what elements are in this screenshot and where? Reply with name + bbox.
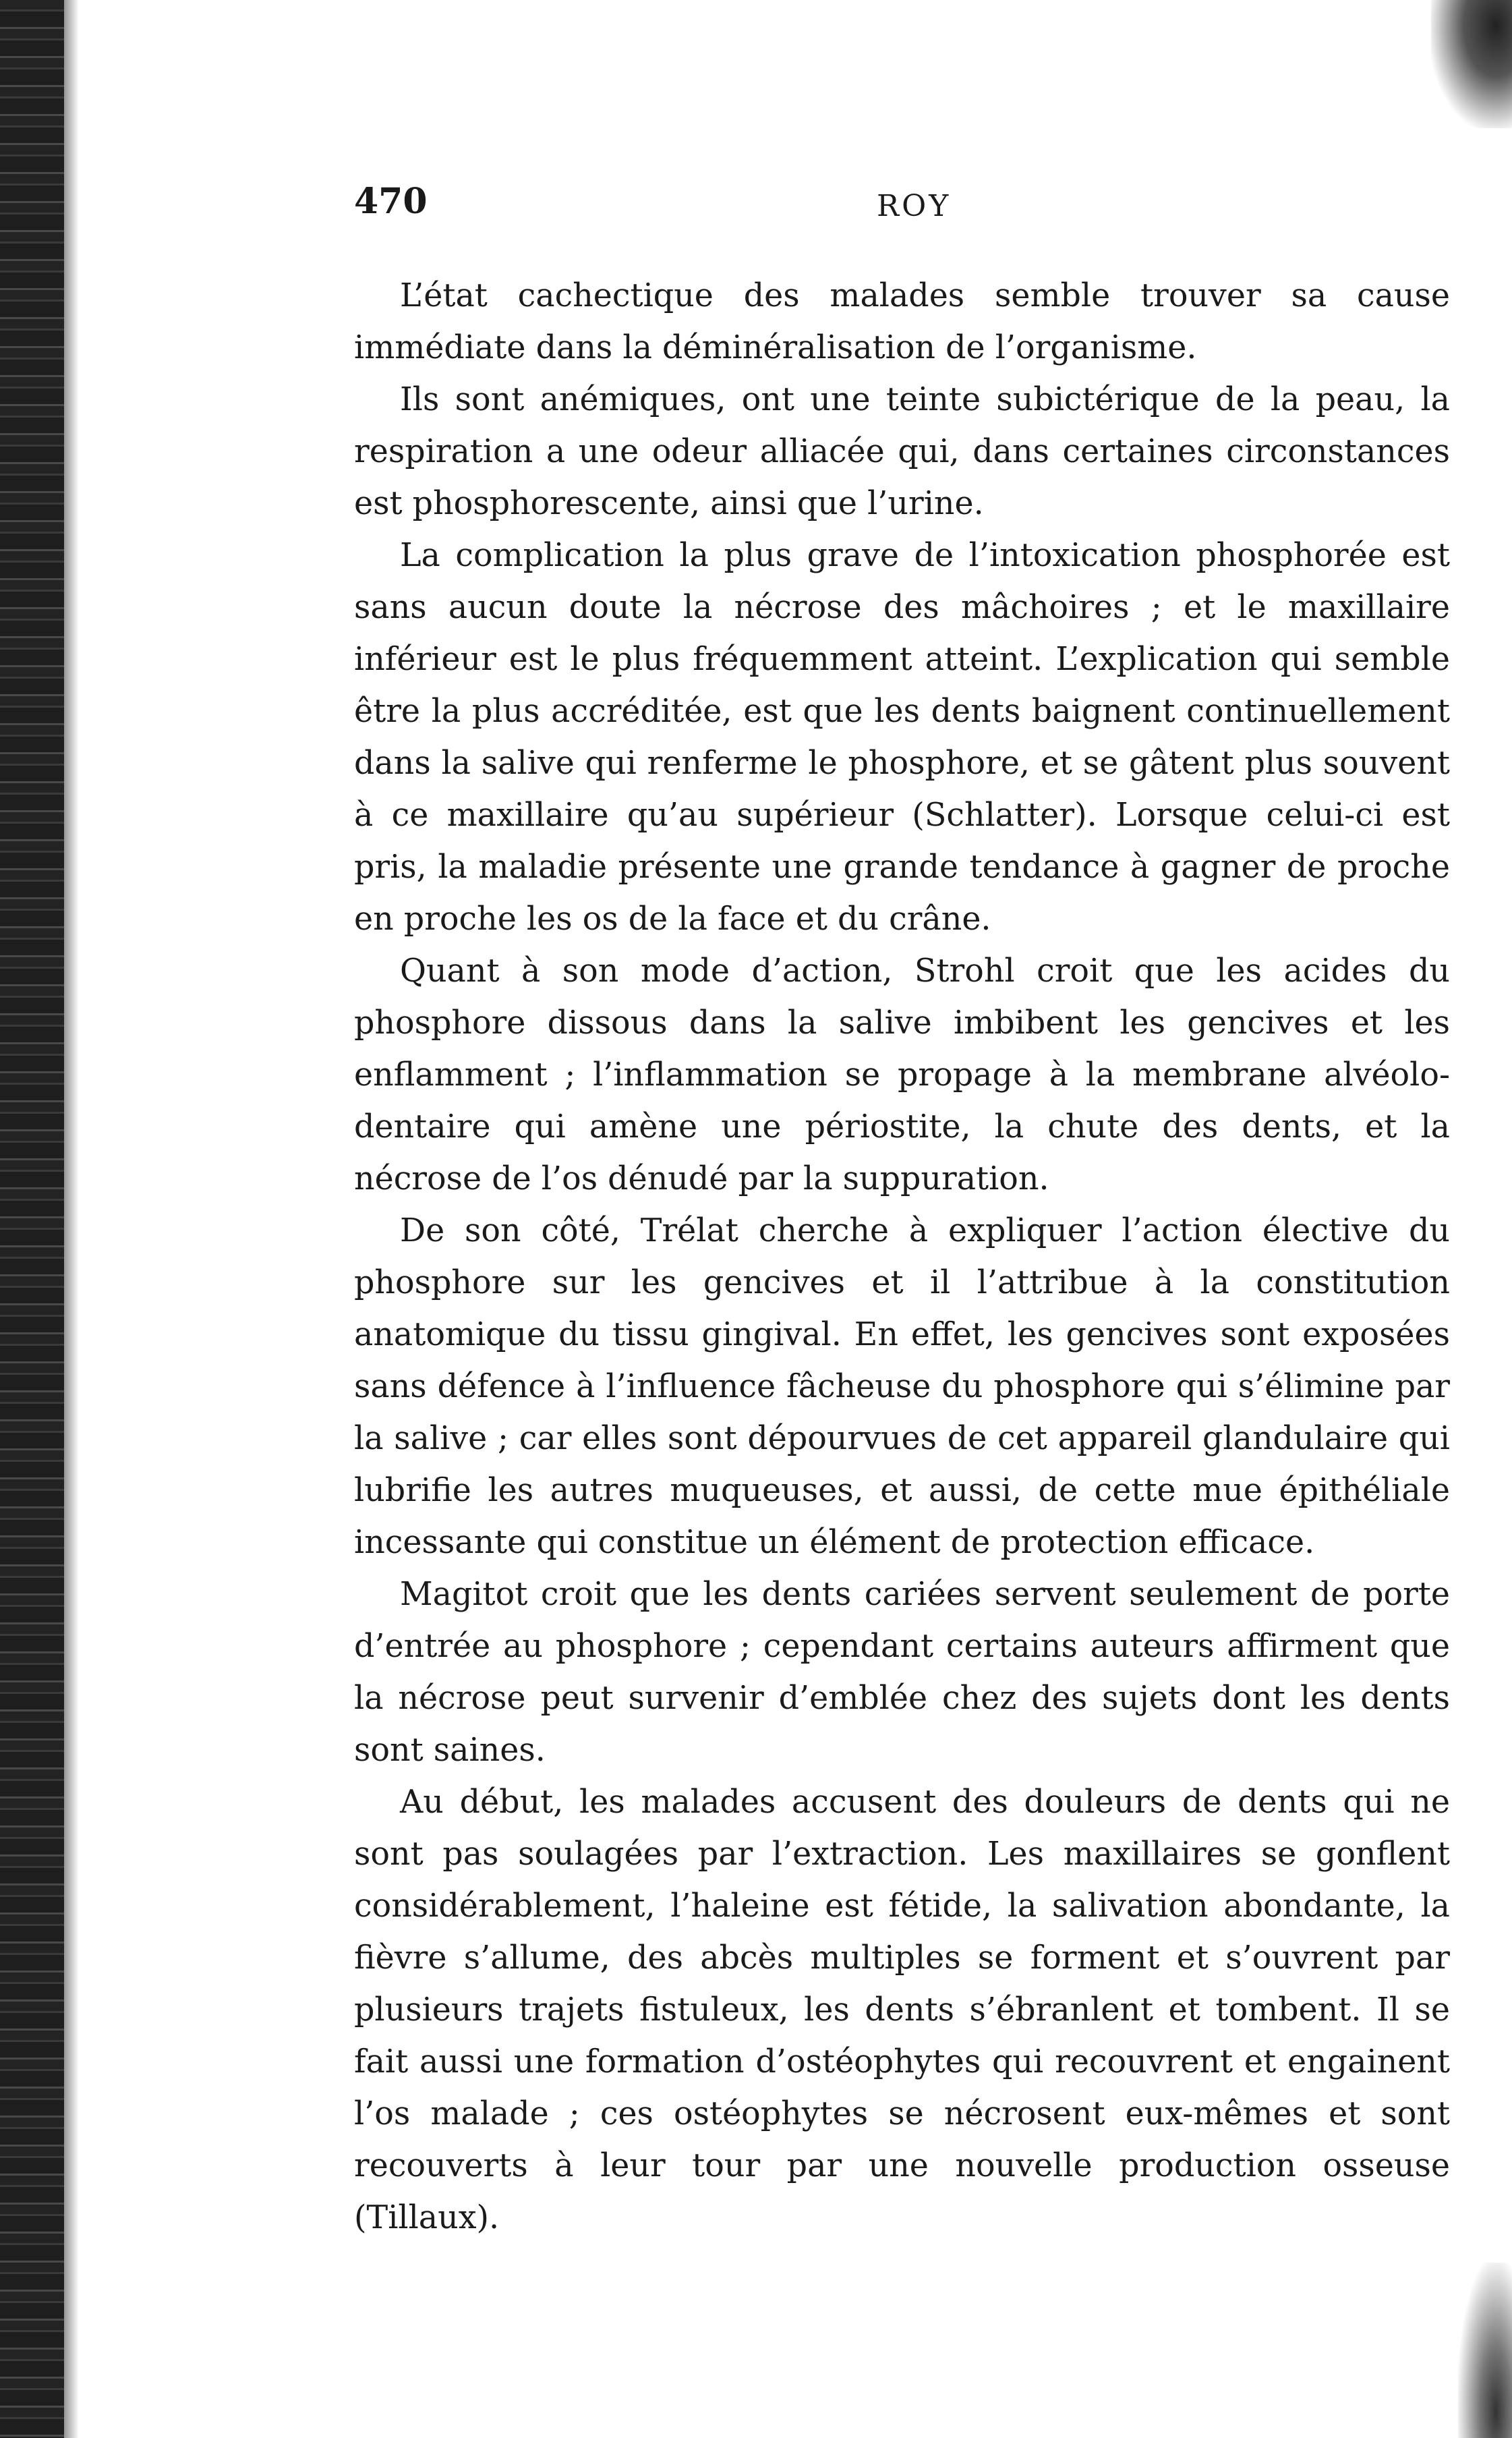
paragraph: Quant à son mode d’action, Strohl croit que les acides du phosphore dissous dans la salive imbibent les gencives et les enflamment ; l’inflammation se propage à la membrane alvéolo-dentaire qui amène une périostite, la chute des dents, et la nécrose de l’os dénudé par la suppuration. bbox=[354, 953, 1450, 1197]
paragraph: Au début, les malades accusent des douleurs de dents qui ne sont pas soulagées par l’extraction. Les maxillaires se gonflent considérablement, l’haleine est fétide, la salivation abondante, la fièvre s’allume, des abcès multiples se forment et s’ouvrent par plusieurs trajets fistuleux, les dents s’ébranlent et tombent. Il se fait aussi une formation d’ostéophytes qui recouvrent et engainent l’os malade ; ces ostéophytes se nécrosent eux-mêmes et sont recouverts à leur tour par une nouvelle production osseuse (Tillaux). bbox=[354, 1784, 1450, 2236]
body-text bbox=[354, 270, 1450, 2244]
paragraph: Ils sont anémiques, ont une teinte subictérique de la peau, la respiration a une odeur alliacée qui, dans certaines circonstances est phosphorescente, ainsi que l’urine. bbox=[354, 381, 1450, 522]
paragraph: La complication la plus grave de l’intoxication phosphorée est sans aucun doute la nécrose des mâchoires ; et le maxillaire inférieur est le plus fréquemment atteint. L’explication qui semble être la plus accréditée, est que les dents baignent continuellement dans la salive qui renferme le phosphore, et se gâtent plus souvent à ce maxillaire qu’au supérieur (Schlatter). Lorsque celui-ci est pris, la maladie présente une grande tendance à gagner de proche en proche les os de la face et du crâne. bbox=[354, 537, 1450, 938]
paragraph: Magitot croit que les dents cariées servent seulement de porte d’entrée au phosphore ; cependant certains auteurs affirment que la nécrose peut survenir d’emblée chez des sujets dont les dents sont saines. bbox=[354, 1576, 1450, 1769]
scan-smudge-top bbox=[1431, 0, 1512, 128]
paragraph: L’état cachectique des malades semble trouver sa cause immédiate dans la déminéralisation de l’organisme. bbox=[354, 277, 1450, 366]
page-header bbox=[354, 181, 1406, 235]
paragraph: De son côté, Trélat cherche à expliquer l’action élective du phosphore sur les gencives et il l’attribue à la constitution anatomique du tissu gingival. En effet, les gencives sont exposées sans défence à l’influence fâcheuse du phosphore qui s’élimine par la salive ; car elles sont dépourvues de cet appareil glandulaire qui lubrifie les autres muqueuses, et aussi, de cette mue épithéliale incessante qui constitue un élément de protection efficace. bbox=[354, 1212, 1450, 1561]
running-head: ROY bbox=[877, 189, 952, 223]
scan-smudge-bottom bbox=[1458, 2263, 1512, 2438]
scan-binding-edge bbox=[0, 0, 64, 2438]
page-number: 470 bbox=[354, 181, 428, 222]
